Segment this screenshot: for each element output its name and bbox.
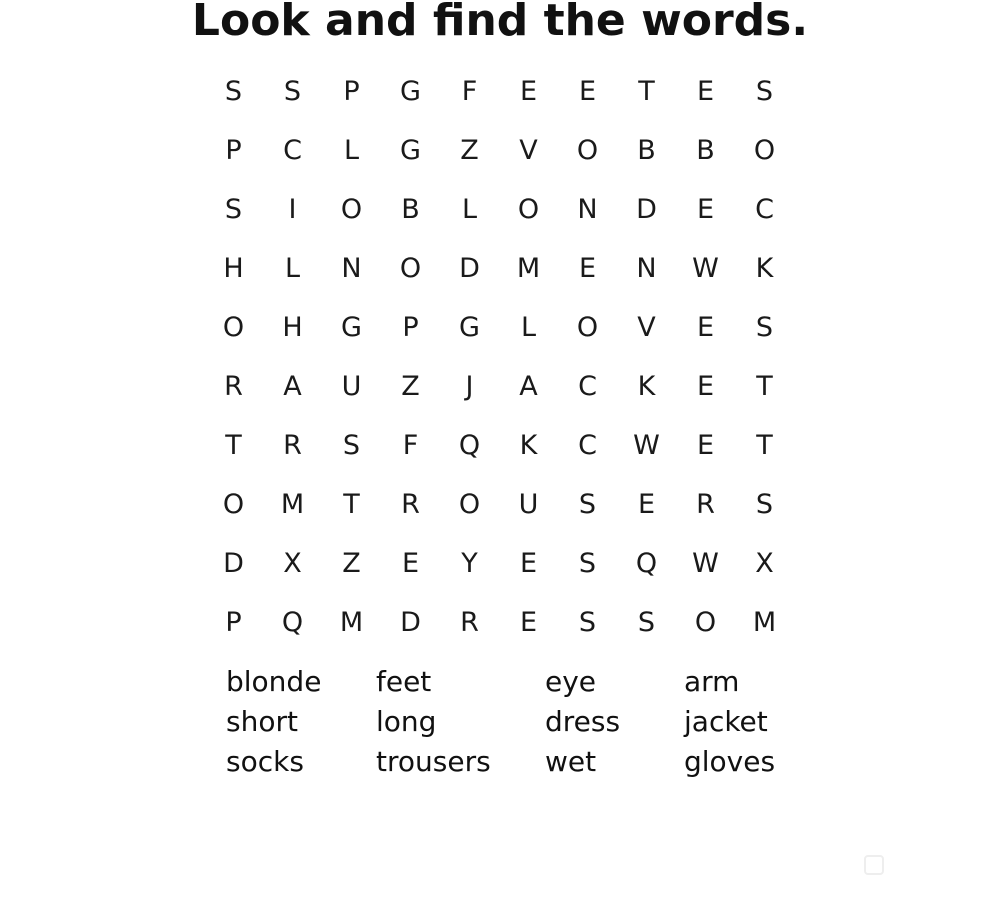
grid-cell[interactable]: E [401,548,420,579]
grid-cell[interactable]: Z [460,135,479,166]
grid-cell[interactable]: M [516,253,541,284]
grid-cell[interactable]: S [283,76,302,107]
grid-cell[interactable]: G [341,312,362,343]
grid-cell[interactable]: O [694,607,717,638]
grid-cell[interactable]: J [465,371,474,402]
word-bank-item: wet [545,745,597,778]
grid-cell[interactable]: S [755,312,774,343]
grid-cell[interactable]: T [343,489,360,520]
watermark-logo-icon [864,855,884,875]
grid-cell[interactable]: P [225,135,242,166]
grid-cell[interactable]: L [284,253,301,284]
grid-cell[interactable]: H [223,253,244,284]
grid-cell[interactable]: O [458,489,481,520]
word-bank-item: long [376,705,437,738]
grid-cell[interactable]: W [692,548,719,579]
grid-cell[interactable]: T [756,371,773,402]
grid-cell[interactable]: S [755,489,774,520]
grid-cell[interactable]: G [400,135,421,166]
grid-cell[interactable]: S [578,548,597,579]
grid-cell[interactable]: H [282,312,303,343]
grid-cell[interactable]: S [342,430,361,461]
grid-cell[interactable]: K [755,253,774,284]
grid-cell[interactable]: T [756,430,773,461]
word-bank-item: trousers [376,745,491,778]
grid-cell[interactable]: T [638,76,655,107]
grid-cell[interactable]: Q [635,548,658,579]
word-search-grid [204,62,794,652]
grid-cell[interactable]: O [222,312,245,343]
grid-cell[interactable]: X [283,548,302,579]
grid-cell[interactable]: L [520,312,537,343]
grid-cell[interactable]: S [578,607,597,638]
grid-cell[interactable]: N [341,253,362,284]
grid-cell[interactable]: E [696,371,715,402]
grid-cell[interactable]: F [402,430,419,461]
word-bank-item: dress [545,705,621,738]
grid-cell[interactable]: O [340,194,363,225]
grid-cell[interactable]: O [753,135,776,166]
grid-cell[interactable]: Z [401,371,420,402]
grid-cell[interactable]: D [459,253,480,284]
grid-cell[interactable]: B [696,135,715,166]
grid-cell[interactable]: C [283,135,302,166]
grid-cell[interactable]: V [519,135,538,166]
grid-cell[interactable]: R [401,489,420,520]
watermark [864,852,974,878]
grid-cell[interactable]: D [223,548,244,579]
grid-cell[interactable]: D [400,607,421,638]
grid-cell[interactable]: P [402,312,419,343]
grid-cell[interactable]: S [578,489,597,520]
word-bank-item: feet [376,665,432,698]
grid-cell[interactable]: P [225,607,242,638]
grid-cell[interactable]: U [518,489,539,520]
word-bank-item: socks [226,745,304,778]
grid-cell[interactable]: K [637,371,656,402]
grid-cell[interactable]: L [343,135,360,166]
grid-cell[interactable]: E [696,194,715,225]
grid-cell[interactable]: F [461,76,478,107]
grid-cell[interactable]: W [633,430,660,461]
grid-cell[interactable]: S [637,607,656,638]
grid-cell[interactable]: B [401,194,420,225]
grid-cell[interactable]: E [578,76,597,107]
grid-cell[interactable]: G [400,76,421,107]
grid-cell[interactable]: I [288,194,297,225]
grid-cell[interactable]: C [578,371,597,402]
word-bank-item: arm [684,665,740,698]
grid-cell[interactable]: O [222,489,245,520]
grid-cell[interactable]: A [519,371,538,402]
grid-cell[interactable]: E [696,76,715,107]
grid-cell[interactable]: E [519,76,538,107]
word-bank-item: eye [545,665,597,698]
grid-cell[interactable]: R [283,430,302,461]
grid-cell[interactable]: E [519,607,538,638]
grid-cell[interactable]: T [225,430,242,461]
grid-cell[interactable]: M [752,607,777,638]
grid-cell[interactable]: S [224,76,243,107]
grid-cell[interactable]: P [343,76,360,107]
grid-cell[interactable]: Z [342,548,361,579]
grid-cell[interactable]: K [519,430,538,461]
grid-cell[interactable]: O [576,312,599,343]
grid-cell[interactable]: L [461,194,478,225]
grid-cell[interactable]: M [339,607,364,638]
word-bank-item: short [226,705,298,738]
word-bank-item: jacket [684,705,768,738]
grid-cell[interactable]: O [576,135,599,166]
grid-cell[interactable]: E [696,312,715,343]
grid-cell[interactable]: S [755,76,774,107]
grid-cell[interactable]: E [637,489,656,520]
grid-cell[interactable]: V [637,312,656,343]
grid-cell[interactable]: R [224,371,243,402]
grid-cell[interactable]: Q [458,430,481,461]
grid-cell[interactable]: O [399,253,422,284]
grid-cell[interactable]: N [577,194,598,225]
word-bank-item: blonde [226,665,322,698]
grid-cell[interactable]: S [224,194,243,225]
grid-cell[interactable]: B [637,135,656,166]
grid-cell[interactable]: M [280,489,305,520]
grid-cell[interactable]: X [755,548,774,579]
grid-cell[interactable]: W [692,253,719,284]
grid-cell[interactable]: E [578,253,597,284]
grid-cell[interactable]: G [459,312,480,343]
grid-cell[interactable]: U [341,371,362,402]
grid-cell[interactable]: A [283,371,302,402]
grid-cell[interactable]: E [696,430,715,461]
word-bank-item: gloves [684,745,776,778]
grid-cell[interactable]: R [696,489,715,520]
grid-cell[interactable]: Q [281,607,304,638]
grid-cell[interactable]: D [636,194,657,225]
grid-cell[interactable]: R [460,607,479,638]
page-title: Look and find the words. [191,0,809,46]
word-bank [226,662,826,782]
grid-cell[interactable]: Y [461,548,478,579]
grid-cell[interactable]: E [519,548,538,579]
grid-cell[interactable]: O [517,194,540,225]
grid-cell[interactable]: N [636,253,657,284]
grid-cell[interactable]: C [578,430,597,461]
grid-cell[interactable]: C [755,194,774,225]
